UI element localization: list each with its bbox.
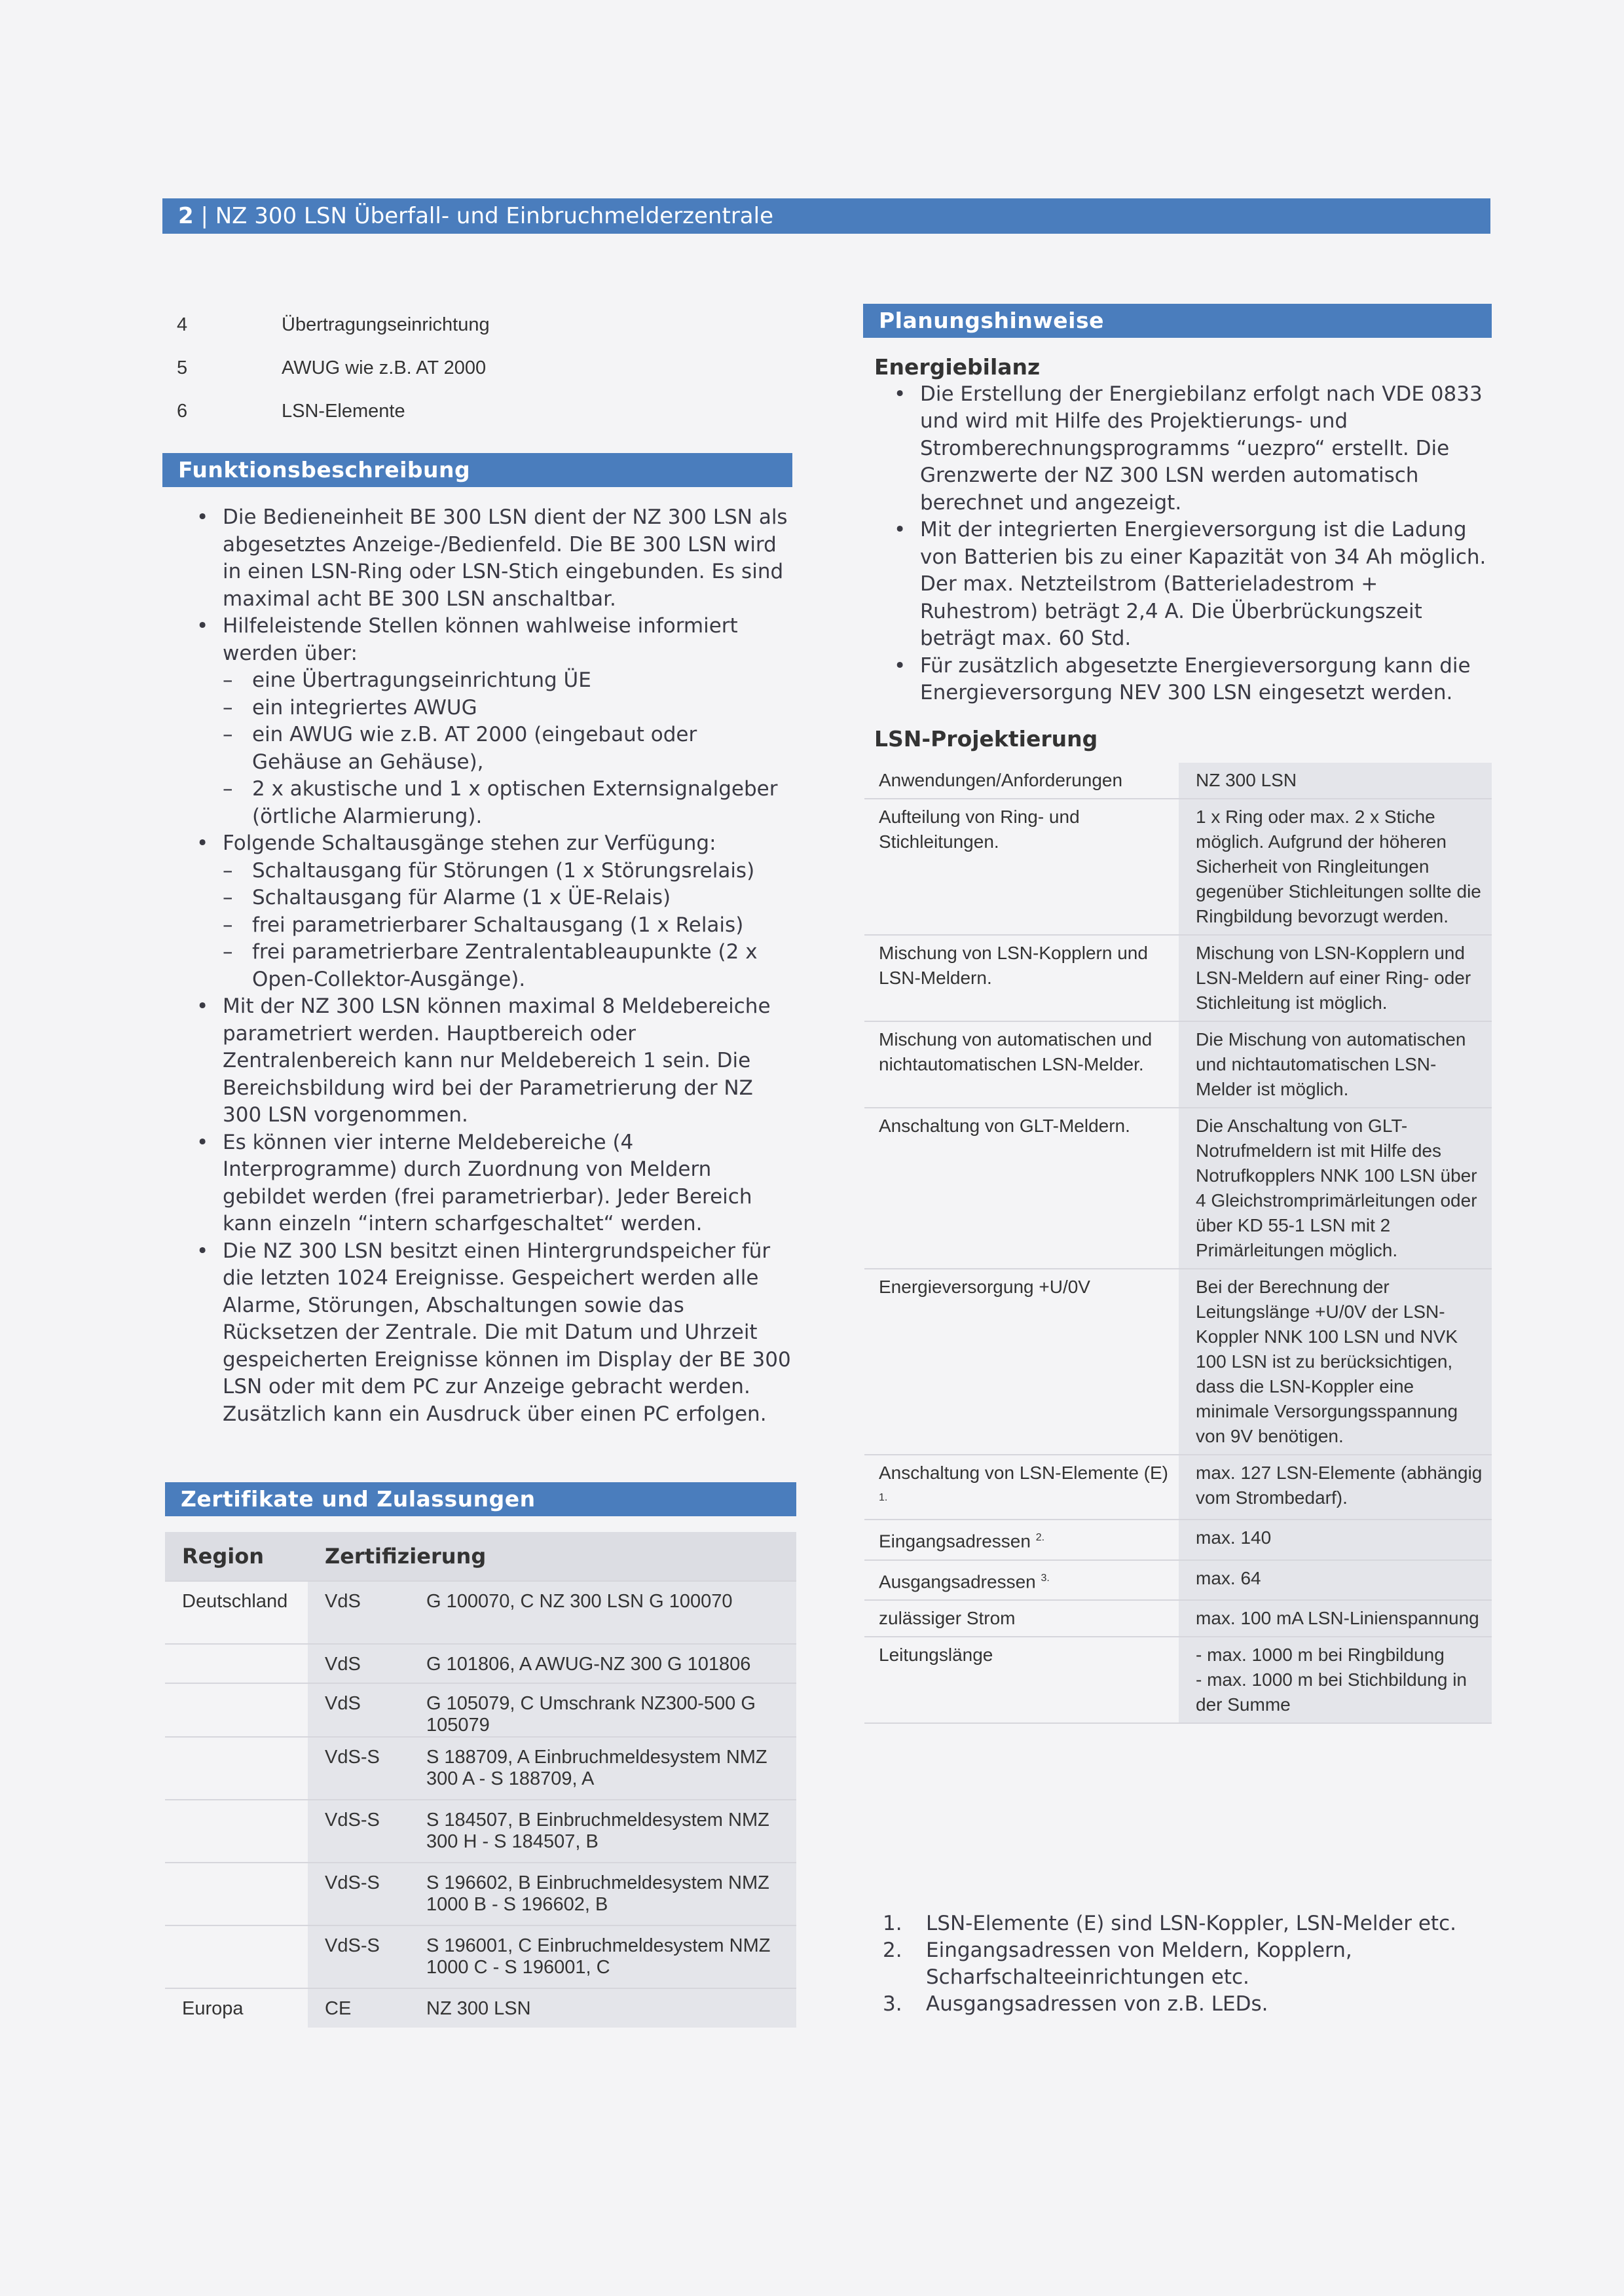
value-cell: max. 127 LSN-Elemente (abhängig vom Strombedarf).	[1179, 1455, 1492, 1520]
key-label: Anschaltung von GLT-Meldern.	[879, 1116, 1130, 1136]
sub-item: – Schaltausgang für Alarme (1 x ÜE-Relais)	[177, 884, 792, 912]
certificate-cell: S 184507, B Einbruchmeldesystem NMZ 300 H - S 184507, B	[413, 1800, 796, 1863]
authority-cell: VdS	[308, 1683, 413, 1737]
table-row	[864, 1520, 1492, 1559]
funktion-list	[177, 504, 792, 1428]
bullet-item: • Hilfeleistende Stellen können wahlweise informiert werden über:	[177, 613, 792, 667]
bullet-item: • Die Erstellung der Energiebilanz erfolgt nach VDE 0833 und wird mit Hilfe des Projektierungs- und Stromberechnungsprogramms “uezpro“ erstellt. Die Grenzwerte der NZ 300 LSN werden automatisch berechnet und angezeigt.	[874, 381, 1496, 517]
key-label: Ausgangsadressen	[879, 1571, 1036, 1592]
table-row	[864, 935, 1492, 1021]
footnote-text: Eingangsadressen von Meldern, Kopplern, Scharfschalteeinrichtungen etc.	[926, 1939, 1352, 1989]
table-row	[864, 763, 1492, 799]
sub-item: – eine Übertragungseinrichtung ÜE	[177, 667, 792, 695]
bullet-item: • Für zusätzlich abgesetzte Energieversorgung kann die Energieversorgung NEV 300 LSN eingesetzt werden.	[874, 653, 1496, 707]
key-label: Mischung von automatischen und nichtautomatischen LSN-Melder.	[879, 1029, 1153, 1074]
certificate-cell: S 196001, C Einbruchmeldesystem NMZ 1000 C - S 196001, C	[413, 1925, 796, 1988]
legend-label: Übertragungseinrichtung	[282, 314, 490, 335]
bullet-item: • Die NZ 300 LSN besitzt einen Hintergrundspeicher für die letzten 1024 Ereignisse. Gespeichert werden alle Alarme, Störungen, Abschaltungen sowie das Rücksetzen der Zentrale. Die mit Datum und Uhrzeit gespeicherten Ereignisse können im Display der BE 300 LSN oder mit dem PC zur Anzeige gebracht werden. Zusätzlich kann ein Ausdruck über einen PC erfolgen.	[177, 1238, 792, 1429]
table-row	[165, 1737, 796, 1800]
key-cell	[864, 763, 1179, 799]
column-header-certification: Zertifizierung	[308, 1532, 796, 1581]
table-row	[864, 1269, 1492, 1455]
key-cell	[864, 935, 1179, 1021]
value-cell: max. 100 mA LSN-Linienspannung	[1179, 1600, 1492, 1637]
value-cell: Die Anschaltung von GLT-Notrufmeldern ist mit Hilfe des Notrufkopplers NNK 100 LSN über 4 Gleichstromprimärleitungen oder über KD 55-1 LSN mit 2 Primärleitungen möglich.	[1179, 1108, 1492, 1269]
table-row	[165, 1581, 796, 1644]
table-row	[165, 1925, 796, 1988]
authority-cell: VdS-S	[308, 1800, 413, 1863]
footnote-number: 1.	[883, 1912, 902, 1935]
footnote-ref: 3.	[1041, 1572, 1050, 1584]
header-separator: |	[193, 203, 215, 229]
table-row	[165, 1988, 796, 2028]
region-cell	[165, 1737, 308, 1800]
table-row	[165, 1863, 796, 1925]
key-cell	[864, 1560, 1179, 1600]
key-label: Anwendungen/Anforderungen	[879, 770, 1123, 790]
value-cell: 1 x Ring oder max. 2 x Stiche möglich. Aufgrund der höheren Sicherheit von Ringleitungen gegenüber Stichleitungen sollte die Ringbildung bevorzugt werden.	[1179, 799, 1492, 935]
authority-cell: VdS	[308, 1644, 413, 1683]
footnote-ref: 1.	[879, 1492, 888, 1503]
bullet-item: • Mit der integrierten Energieversorgung ist die Ladung von Batterien bis zu einer Kapazität von 34 Ah möglich. Der max. Netzteilstrom (Batterieladestrom + Ruhestrom) beträgt 2,4 A. Die Überbrückungszeit beträgt max. 60 Std.	[874, 517, 1496, 653]
key-cell	[864, 1021, 1179, 1108]
planung-section	[874, 354, 1496, 752]
bullet-item: • Folgende Schaltausgänge stehen zur Verfügung:	[177, 830, 792, 858]
section-heading-funktion: Funktionsbeschreibung	[162, 453, 792, 487]
table-row	[165, 1644, 796, 1683]
legend-item	[177, 314, 490, 357]
footnote-text: LSN-Elemente (E) sind LSN-Koppler, LSN-Melder etc.	[926, 1912, 1456, 1935]
certificate-cell: G 105079, C Umschrank NZ300-500 G 105079	[413, 1683, 796, 1737]
column-header-region: Region	[165, 1532, 308, 1581]
section-heading-zertifikate: Zertifikate und Zulassungen	[165, 1482, 796, 1516]
certificate-cell: G 101806, A AWUG-NZ 300 G 101806	[413, 1644, 796, 1683]
certification-table	[165, 1532, 796, 2028]
sub-item: – Schaltausgang für Störungen (1 x Störungsrelais)	[177, 858, 792, 885]
certificate-cell: S 196602, B Einbruchmeldesystem NMZ 1000 B - S 196602, B	[413, 1863, 796, 1925]
sub-item: – ein integriertes AWUG	[177, 695, 792, 722]
key-label: Eingangsadressen	[879, 1531, 1031, 1552]
value-cell: Mischung von LSN-Kopplern und LSN-Meldern auf einer Ring- oder Stichleitung ist möglich.	[1179, 935, 1492, 1021]
sub-item: – frei parametrierbare Zentralentableaupunkte (2 x Open-Collektor-Ausgänge).	[177, 939, 792, 993]
footnote	[883, 1910, 1498, 1937]
value-cell: max. 140	[1179, 1520, 1492, 1559]
key-label: zulässiger Strom	[879, 1607, 1016, 1628]
table-row	[864, 1560, 1492, 1600]
footnotes	[883, 1910, 1498, 2018]
region-cell	[165, 1863, 308, 1925]
lsn-projektierung-table	[864, 763, 1492, 1724]
key-cell	[864, 1108, 1179, 1269]
sub-item: – frei parametrierbarer Schaltausgang (1 x Relais)	[177, 912, 792, 939]
document-title: NZ 300 LSN Überfall- und Einbruchmelderzentrale	[215, 203, 773, 229]
region-cell	[165, 1644, 308, 1683]
legend-label: LSN-Elemente	[282, 401, 405, 422]
table-row	[165, 1683, 796, 1737]
authority-cell: VdS-S	[308, 1737, 413, 1800]
certificate-cell: NZ 300 LSN	[413, 1988, 796, 2028]
figure-legend	[177, 314, 490, 444]
key-label: Mischung von LSN-Kopplern und LSN-Meldern.	[879, 943, 1148, 988]
key-label: Energieversorgung +U/0V	[879, 1277, 1090, 1297]
table-row	[864, 1600, 1492, 1637]
table-row	[864, 1021, 1492, 1108]
table-row	[864, 799, 1492, 935]
legend-item	[177, 357, 490, 401]
table-row	[165, 1800, 796, 1863]
bullet-item: • Die Bedieneinheit BE 300 LSN dient der NZ 300 LSN als abgesetztes Anzeige-/Bedienfeld. Die BE 300 LSN wird in einen LSN-Ring oder LSN-Stich eingebunden. Es sind maximal acht BE 300 LSN anschaltbar.	[177, 504, 792, 613]
key-cell	[864, 1637, 1179, 1723]
authority-cell: VdS	[308, 1581, 413, 1644]
value-cell: Bei der Berechnung der Leitungslänge +U/0V der LSN-Koppler NNK 100 LSN und NVK 100 LSN ist zu berücksichtigen, dass die LSN-Koppler eine minimale Versorgungsspannung von 9V benötigen.	[1179, 1269, 1492, 1455]
certificate-cell: G 100070, C NZ 300 LSN G 100070	[413, 1581, 796, 1644]
footnote-ref: 2.	[1035, 1532, 1045, 1544]
footnote-number: 2.	[883, 1939, 902, 1962]
legend-number: 5	[177, 357, 188, 378]
key-cell	[864, 1455, 1179, 1520]
footnote-text: Ausgangsadressen von z.B. LEDs.	[926, 1992, 1268, 2016]
key-label: Anschaltung von LSN-Elemente (E)	[879, 1463, 1168, 1483]
region-cell: Europa	[165, 1988, 308, 2028]
page-number: 2	[178, 203, 194, 229]
value-cell: max. 64	[1179, 1560, 1492, 1600]
authority-cell: VdS-S	[308, 1863, 413, 1925]
region-cell	[165, 1800, 308, 1863]
legend-number: 6	[177, 401, 188, 422]
authority-cell: CE	[308, 1988, 413, 2028]
energiebilanz-list	[874, 381, 1496, 707]
table-row	[864, 1637, 1492, 1723]
legend-label: AWUG wie z.B. AT 2000	[282, 357, 487, 378]
value-cell: NZ 300 LSN	[1179, 763, 1492, 799]
value-cell: - max. 1000 m bei Ringbildung - max. 1000 m bei Stichbildung in der Summe	[1179, 1637, 1492, 1723]
certificate-cell: S 188709, A Einbruchmeldesystem NMZ 300 A - S 188709, A	[413, 1737, 796, 1800]
key-cell	[864, 799, 1179, 935]
key-cell	[864, 1520, 1179, 1559]
authority-cell: VdS-S	[308, 1925, 413, 1988]
footnote	[883, 1991, 1498, 2018]
page-header-bar	[162, 198, 1490, 234]
region-cell	[165, 1925, 308, 1988]
key-label: Aufteilung von Ring- und Stichleitungen.	[879, 807, 1080, 852]
footnote-number: 3.	[883, 1992, 902, 2016]
region-cell	[165, 1683, 308, 1737]
region-cell: Deutschland	[165, 1581, 308, 1644]
key-label: Leitungslänge	[879, 1644, 993, 1665]
sub-item: – 2 x akustische und 1 x optischen Externsignalgeber (örtliche Alarmierung).	[177, 776, 792, 830]
legend-number: 4	[177, 314, 188, 335]
table-row	[864, 1455, 1492, 1520]
bullet-item: • Es können vier interne Meldebereiche (4 Interprogramme) durch Zuordnung von Meldern gebildet werden (frei parametrierbar). Jeder Bereich kann einzeln “intern scharfgeschaltet“ werden.	[177, 1129, 792, 1238]
key-cell	[864, 1600, 1179, 1637]
sub-item: – ein AWUG wie z.B. AT 2000 (eingebaut oder Gehäuse an Gehäuse),	[177, 721, 792, 776]
value-cell: Die Mischung von automatischen und nichtautomatischen LSN-Melder ist möglich.	[1179, 1021, 1492, 1108]
table-row	[864, 1108, 1492, 1269]
bullet-item: • Mit der NZ 300 LSN können maximal 8 Meldebereiche parametriert werden. Hauptbereich oder Zentralenbereich kann nur Meldebereich 1 sein. Die Bereichsbildung wird bei der Parametrierung der NZ 300 LSN vorgenommen.	[177, 993, 792, 1129]
energiebilanz-heading: Energiebilanz	[874, 354, 1041, 380]
footnote	[883, 1937, 1498, 1991]
legend-item	[177, 401, 490, 444]
key-cell	[864, 1269, 1179, 1455]
section-heading-planung: Planungshinweise	[863, 304, 1492, 338]
lsn-projektierung-heading: LSN-Projektierung	[874, 725, 1098, 752]
